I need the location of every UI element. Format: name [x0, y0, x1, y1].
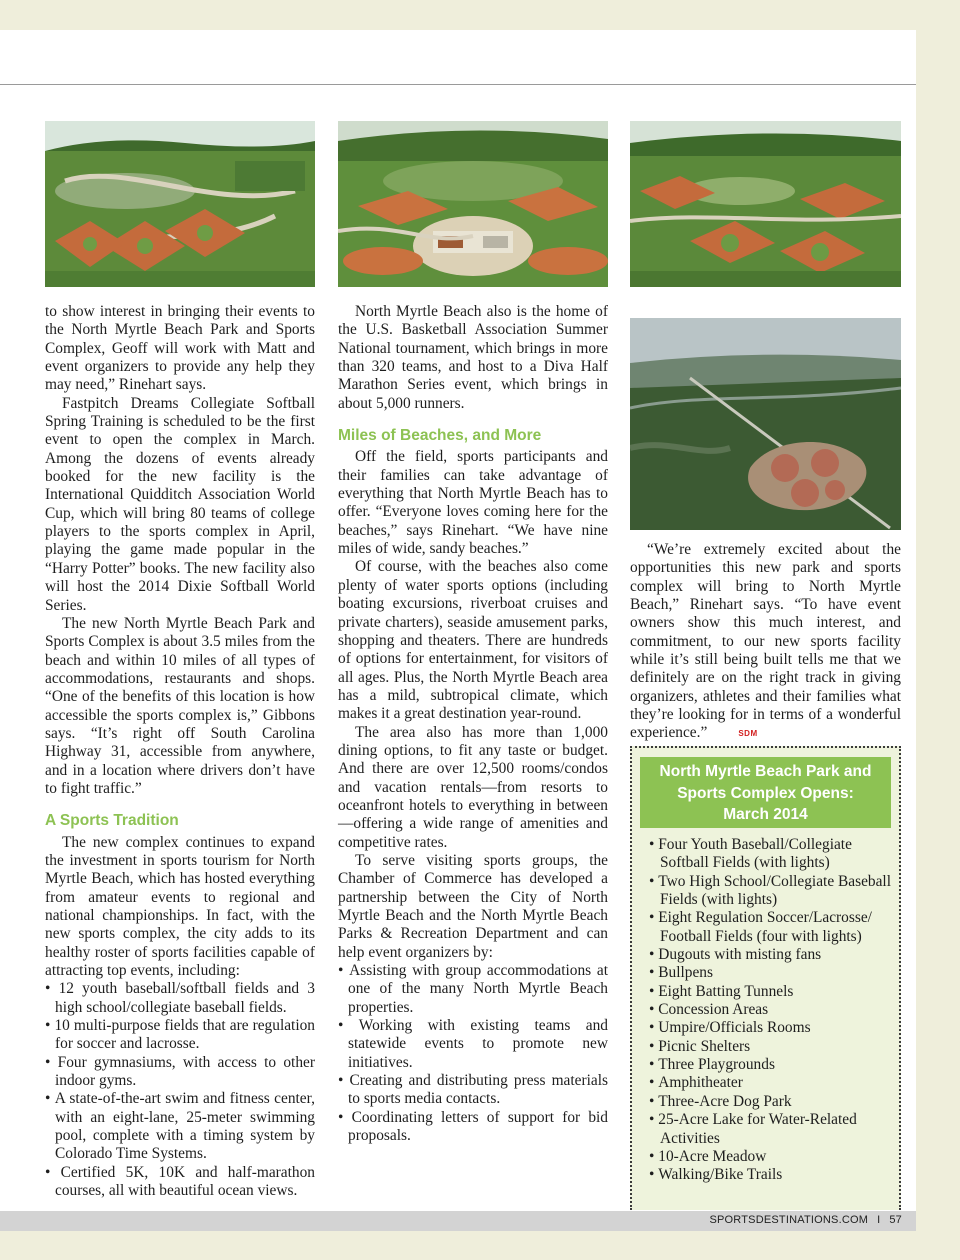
sidebar-title-line: North Myrtle Beach Park and: [659, 763, 872, 780]
amenity-item: • Picnic Shelters: [649, 1038, 899, 1056]
bullet-list: [45, 980, 315, 1200]
paragraph: Of course, with the beaches also come plenty of water sports options (including boating excursions, riverboat cruises and private charters), seaside amusement parks, shopping and theaters. There are hundreds of options for entertainment, for visitors of all ages. Plus, the North Myrtle Beach area has a mild, subtropical climate, which makes it a great destination year-round.: [338, 558, 608, 723]
page-footer: [640, 1214, 902, 1226]
amenity-item: • Concession Areas: [649, 1001, 899, 1019]
list-item: • 10 multi-purpose fields that are regulation for soccer and lacrosse.: [45, 1017, 315, 1054]
amenity-item: • Bullpens: [649, 964, 899, 982]
list-item: • Four gymnasiums, with access to other indoor gyms.: [45, 1054, 315, 1091]
column-3: [630, 541, 901, 744]
page-number: 57: [889, 1214, 902, 1226]
sidebar-title: [640, 757, 891, 828]
paragraph: The new complex continues to expand the investment in sports tourism for North Myrtle Beach, which has hosted everything from amateur events to regional and national championships. In fact, with the new sports complex, the city adds to its healthy roster of sports facilities capable of attracting top events, including:: [45, 833, 315, 980]
amenity-item: • Three Playgrounds: [649, 1056, 899, 1074]
footer-separator: I: [877, 1214, 881, 1226]
amenity-item: • Eight Batting Tunnels: [649, 983, 899, 1001]
opening-sidebar: [630, 746, 901, 1210]
column-1: [45, 303, 315, 1201]
paragraph: North Myrtle Beach also is the home of the U.S. Basketball Association Summer National tournament, which brings in more than 320 teams, and host to a Diva Half Marathon Series event, which brings in about 5,000 runners.: [338, 303, 608, 412]
section-heading: Miles of Beaches, and More: [338, 427, 542, 445]
section-heading: A Sports Tradition: [45, 812, 179, 830]
list-item: • Coordinating letters of support for bid proposals.: [338, 1109, 608, 1146]
aerial-rendering-1: [45, 121, 315, 287]
amenity-item: • Walking/Bike Trails: [649, 1166, 899, 1184]
amenity-item: • Three-Acre Dog Park: [649, 1093, 899, 1111]
paragraph: The new North Myrtle Beach Park and Sports Complex is about 3.5 miles from the beach and within 10 miles of all types of accommodations, restaurants and shops. “One of the benefits of this location is how accessible the sports complex is,” Gibbons says. “It’s right off South Carolina Highway 31, accessible from anywhere, and in a location where drivers don’t have to fight traffic.”: [45, 614, 315, 797]
column-2: [338, 303, 608, 1145]
amenities-list: [649, 836, 899, 1185]
list-item: • 12 youth baseball/softball fields and 3 high school/collegiate baseball fields.: [45, 980, 315, 1017]
paragraph: to show interest in bringing their events to the North Myrtle Beach Park and Sports Complex, Geoff will work with Matt and event organizers to provide any help they may need,” Rinehart says.: [45, 303, 315, 394]
amenity-item: • Eight Regulation Soccer/Lacrosse/ Football Fields (four with lights): [649, 909, 899, 946]
footer-site-link[interactable]: SPORTSDESTINATIONS.COM: [709, 1214, 869, 1226]
sidebar-title-line: Sports Complex Opens:: [677, 784, 854, 802]
amenity-item: • 10-Acre Meadow: [649, 1148, 899, 1166]
paragraph: The area also has more than 1,000 dining options, to fit any taste or budget. And there are over 12,500 rooms/condos and vacation rentals—from resorts to oceanfront hotels to everything in between—offering a wide range of amenities and competitive rates.: [338, 723, 608, 851]
aerial-rendering-2: [338, 121, 608, 287]
aerial-rendering-3: [630, 121, 901, 287]
paragraph: Off the field, sports participants and their families can take advantage of everything that North Myrtle Beach has to offer. “Everyone loves coming here for the beaches,” says Rinehart. “We have nine miles of wide, sandy beaches.”: [338, 448, 608, 558]
quote-text: “We’re extremely excited about the opportunities this new park and sports complex will bring to North Myrtle Beach,” Rinehart says. “To have event owners show this much interest, and commitment, to our new sports facility while it’s still being built tells me that we definitely are on the right track in giving organizers, athletes and their families what they’re looking for in terms of a wonderful experience.”: [630, 541, 901, 742]
closing-quote: [630, 541, 901, 744]
bullet-list: [338, 962, 608, 1145]
list-item: • Creating and distributing press materials to sports media contacts.: [338, 1072, 608, 1109]
list-item: • Certified 5K, 10K and half-marathon courses, all with beautiful ocean views.: [45, 1164, 315, 1201]
amenity-item: • 25-Acre Lake for Water-Related Activities: [649, 1111, 899, 1148]
amenity-item: • Umpire/Officials Rooms: [649, 1019, 899, 1037]
paragraph: Fastpitch Dreams Collegiate Softball Spring Training is scheduled to be the first event to open the complex in March. Among the dozens of events already booked for the new facility is the International Quidditch Association World Cup, which will bring 80 teams of college players to the sports complex in April, playing the game made popular in the “Harry Potter” books. The new facility also will host the 2014 Dixie Softball World Series.: [45, 394, 315, 614]
aerial-photo: [630, 318, 901, 530]
sdm-signoff: SDM: [738, 729, 758, 739]
list-item: • Working with existing teams and statewide events to promote new initiatives.: [338, 1017, 608, 1072]
paragraph: To serve visiting sports groups, the Chamber of Commerce has developed a partnership between the City of North Myrtle Beach and the North Myrtle Beach Parks & Recreation Department and can help event organizers by:: [338, 851, 608, 961]
amenity-item: • Amphitheater: [649, 1074, 899, 1092]
amenity-item: • Four Youth Baseball/Collegiate Softball Fields (with lights): [649, 836, 899, 873]
list-item: • Assisting with group accommodations at one of the many North Myrtle Beach properties.: [338, 962, 608, 1017]
header-rule: [0, 84, 916, 85]
sidebar-title-line: March 2014: [723, 806, 808, 823]
amenity-item: • Two High School/Collegiate Baseball Fields (with lights): [649, 873, 899, 910]
amenity-item: • Dugouts with misting fans: [649, 946, 899, 964]
list-item: • A state-of-the-art swim and fitness center, with an eight-lane, 25-meter swimming pool, complete with a timing system by Colorado Time Systems.: [45, 1090, 315, 1163]
